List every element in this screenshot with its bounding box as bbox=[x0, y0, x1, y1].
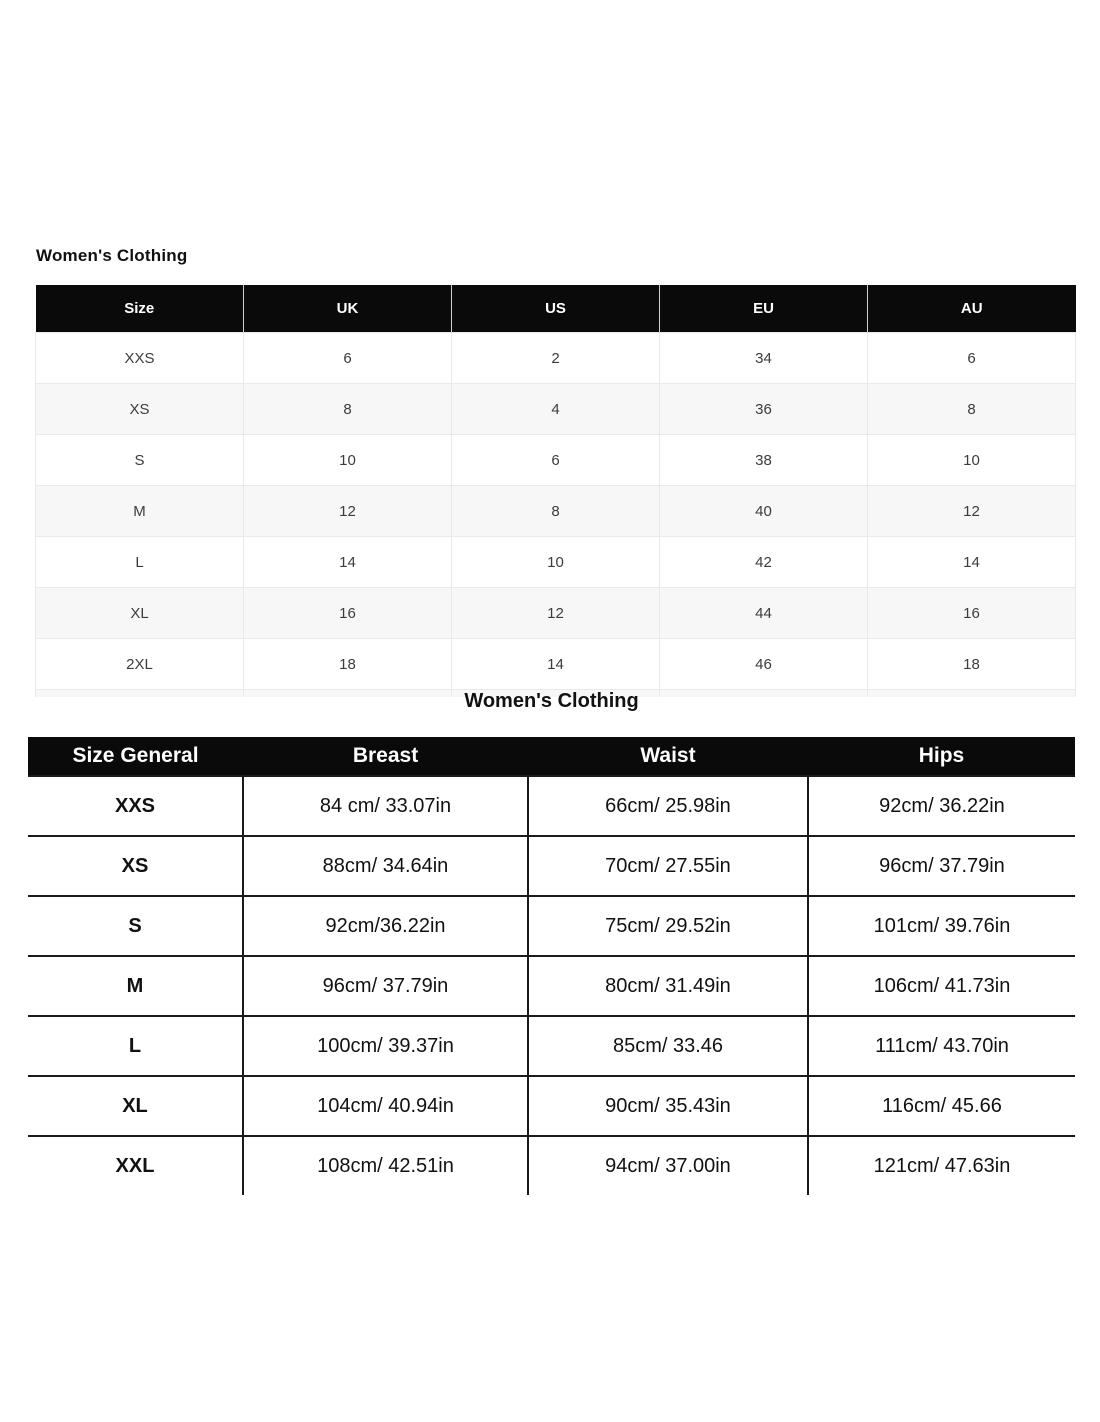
size-value: 66cm/ 25.98in bbox=[528, 776, 808, 836]
size-value: 16 bbox=[868, 588, 1076, 639]
size-value: 6 bbox=[244, 333, 452, 384]
size-label: L bbox=[36, 537, 244, 588]
size-value: 2 bbox=[452, 333, 660, 384]
size-label: 2XL bbox=[36, 639, 244, 690]
size-value: 18 bbox=[868, 639, 1076, 690]
size-value: 80cm/ 31.49in bbox=[528, 956, 808, 1016]
size-value: 46 bbox=[660, 639, 868, 690]
column-header-size-general: Size General bbox=[28, 737, 243, 776]
size-label: M bbox=[28, 956, 243, 1016]
size-value: 42 bbox=[660, 537, 868, 588]
size-label: S bbox=[28, 896, 243, 956]
table-row bbox=[28, 1136, 1075, 1195]
size-value: 88cm/ 34.64in bbox=[243, 836, 528, 896]
size-value: 12 bbox=[244, 486, 452, 537]
size-value: 92cm/ 36.22in bbox=[808, 776, 1075, 836]
size-value: 12 bbox=[868, 486, 1076, 537]
size-conversion-table bbox=[35, 285, 1076, 697]
table-row bbox=[28, 896, 1075, 956]
column-header-eu: EU bbox=[660, 285, 868, 333]
table-row bbox=[36, 486, 1076, 537]
size-value: 75cm/ 29.52in bbox=[528, 896, 808, 956]
size-value: 96cm/ 37.79in bbox=[243, 956, 528, 1016]
size-value: 10 bbox=[868, 435, 1076, 486]
size-label: XS bbox=[28, 836, 243, 896]
size-value: 14 bbox=[868, 537, 1076, 588]
measurement-table-header-row bbox=[28, 737, 1075, 776]
column-header-hips: Hips bbox=[808, 737, 1075, 776]
size-value: 10 bbox=[244, 435, 452, 486]
size-value: 34 bbox=[660, 333, 868, 384]
column-header-waist: Waist bbox=[528, 737, 808, 776]
column-header-au: AU bbox=[868, 285, 1076, 333]
table-row bbox=[36, 435, 1076, 486]
table-row bbox=[28, 836, 1075, 896]
size-value: 116cm/ 45.66 bbox=[808, 1076, 1075, 1136]
size-label: XL bbox=[28, 1076, 243, 1136]
table-row bbox=[36, 384, 1076, 435]
size-value: 104cm/ 40.94in bbox=[243, 1076, 528, 1136]
size-value: 8 bbox=[452, 486, 660, 537]
size-label: XS bbox=[36, 384, 244, 435]
size-value: 38 bbox=[660, 435, 868, 486]
size-value: 18 bbox=[244, 639, 452, 690]
size-label: XXS bbox=[36, 333, 244, 384]
size-value: 8 bbox=[868, 384, 1076, 435]
size-value: 8 bbox=[244, 384, 452, 435]
size-value: 36 bbox=[660, 384, 868, 435]
column-header-size: Size bbox=[36, 285, 244, 333]
size-value: 92cm/36.22in bbox=[243, 896, 528, 956]
table-row bbox=[28, 1016, 1075, 1076]
size-value: 14 bbox=[452, 639, 660, 690]
size-value: 90cm/ 35.43in bbox=[528, 1076, 808, 1136]
conversion-table-title: Women's Clothing bbox=[36, 246, 188, 265]
table-row bbox=[36, 588, 1076, 639]
size-value: 96cm/ 37.79in bbox=[808, 836, 1075, 896]
size-label: XXS bbox=[28, 776, 243, 836]
size-value: 16 bbox=[244, 588, 452, 639]
measurement-table-title: Women's Clothing bbox=[464, 690, 639, 712]
column-header-uk: UK bbox=[244, 285, 452, 333]
size-value: 84 cm/ 33.07in bbox=[243, 776, 528, 836]
conversion-table-header-row bbox=[36, 285, 1076, 333]
size-value: 100cm/ 39.37in bbox=[243, 1016, 528, 1076]
size-value: 111cm/ 43.70in bbox=[808, 1016, 1075, 1076]
table-row bbox=[36, 639, 1076, 690]
size-value: 12 bbox=[452, 588, 660, 639]
size-value: 108cm/ 42.51in bbox=[243, 1136, 528, 1195]
size-value: 121cm/ 47.63in bbox=[808, 1136, 1075, 1195]
size-label: M bbox=[36, 486, 244, 537]
size-value: 44 bbox=[660, 588, 868, 639]
size-value: 70cm/ 27.55in bbox=[528, 836, 808, 896]
size-label: S bbox=[36, 435, 244, 486]
size-value: 6 bbox=[868, 333, 1076, 384]
size-label: XXL bbox=[28, 1136, 243, 1195]
size-value: 6 bbox=[452, 435, 660, 486]
table-row bbox=[28, 956, 1075, 1016]
size-value: 4 bbox=[452, 384, 660, 435]
column-header-breast: Breast bbox=[243, 737, 528, 776]
measurement-size-table bbox=[28, 737, 1075, 1195]
size-label: XL bbox=[36, 588, 244, 639]
size-value: 10 bbox=[452, 537, 660, 588]
table-row bbox=[36, 333, 1076, 384]
size-value: 14 bbox=[244, 537, 452, 588]
size-label: L bbox=[28, 1016, 243, 1076]
column-header-us: US bbox=[452, 285, 660, 333]
size-value: 85cm/ 33.46 bbox=[528, 1016, 808, 1076]
size-value: 40 bbox=[660, 486, 868, 537]
table-row bbox=[28, 1076, 1075, 1136]
size-value: 106cm/ 41.73in bbox=[808, 956, 1075, 1016]
table-row bbox=[28, 776, 1075, 836]
table-row bbox=[36, 537, 1076, 588]
size-value: 94cm/ 37.00in bbox=[528, 1136, 808, 1195]
size-value: 101cm/ 39.76in bbox=[808, 896, 1075, 956]
